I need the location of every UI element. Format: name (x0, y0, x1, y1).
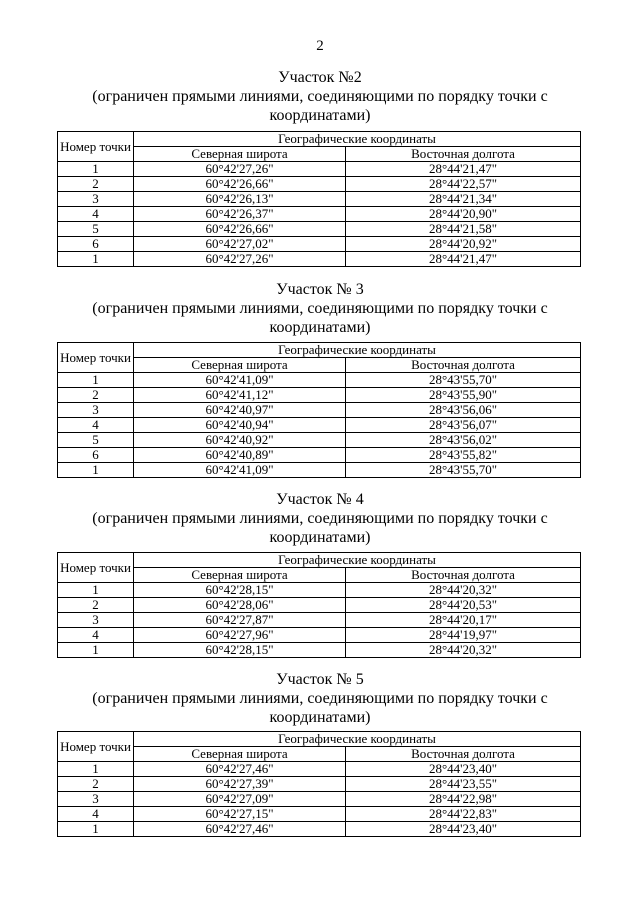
point-number-cell: 3 (58, 792, 134, 807)
longitude-cell: 28°44'20,32" (346, 643, 581, 658)
header-point-number: Номер точки (58, 132, 134, 162)
header-geo-coordinates: Географические координаты (134, 732, 581, 747)
latitude-cell: 60°42'28,15" (134, 583, 346, 598)
table-row (58, 388, 581, 403)
header-east-longitude: Восточная долгота (346, 358, 581, 373)
point-number-cell: 4 (58, 418, 134, 433)
point-number-cell: 3 (58, 613, 134, 628)
table-row (58, 177, 581, 192)
point-number-cell: 1 (58, 583, 134, 598)
section-title: Участок № 4 (276, 491, 364, 508)
table-row (58, 373, 581, 388)
point-number-cell: 5 (58, 433, 134, 448)
point-number-cell: 1 (58, 162, 134, 177)
coordinates-table (57, 731, 581, 837)
longitude-cell: 28°44'21,47" (346, 252, 581, 267)
latitude-cell: 60°42'41,09" (134, 373, 346, 388)
header-point-number: Номер точки (58, 732, 134, 762)
table-row (58, 463, 581, 478)
point-number-cell: 3 (58, 403, 134, 418)
longitude-cell: 28°44'21,34" (346, 192, 581, 207)
section-plot-2 (0, 68, 640, 125)
header-north-latitude: Северная широта (134, 747, 346, 762)
header-north-latitude: Северная широта (134, 147, 346, 162)
table-row (58, 643, 581, 658)
table-row (58, 222, 581, 237)
table-row (58, 792, 581, 807)
table-row (58, 162, 581, 177)
section-subtitle: (ограничен прямыми линиями, соединяющими по порядку точки с координатами) (92, 510, 548, 546)
table-row (58, 207, 581, 222)
latitude-cell: 60°42'27,87" (134, 613, 346, 628)
header-geo-coordinates: Географические координаты (134, 553, 581, 568)
longitude-cell: 28°44'21,58" (346, 222, 581, 237)
header-east-longitude: Восточная долгота (346, 147, 581, 162)
longitude-cell: 28°44'20,90" (346, 207, 581, 222)
table-row (58, 777, 581, 792)
longitude-cell: 28°44'20,92" (346, 237, 581, 252)
table-row (58, 237, 581, 252)
header-geo-coordinates: Географические координаты (134, 343, 581, 358)
latitude-cell: 60°42'27,26" (134, 252, 346, 267)
latitude-cell: 60°42'27,15" (134, 807, 346, 822)
table-row (58, 192, 581, 207)
page-number: 2 (316, 38, 324, 54)
table-row (58, 628, 581, 643)
longitude-cell: 28°43'55,70" (346, 463, 581, 478)
table-row (58, 418, 581, 433)
header-east-longitude: Восточная долгота (346, 747, 581, 762)
section-title: Участок № 3 (276, 281, 364, 298)
longitude-cell: 28°44'20,53" (346, 598, 581, 613)
table-row (58, 403, 581, 418)
point-number-cell: 1 (58, 252, 134, 267)
longitude-cell: 28°44'22,57" (346, 177, 581, 192)
latitude-cell: 60°42'26,66" (134, 177, 346, 192)
point-number-cell: 1 (58, 643, 134, 658)
longitude-cell: 28°44'22,83" (346, 807, 581, 822)
longitude-cell: 28°43'56,06" (346, 403, 581, 418)
point-number-cell: 1 (58, 822, 134, 837)
point-number-cell: 6 (58, 448, 134, 463)
table-row (58, 583, 581, 598)
point-number-cell: 1 (58, 762, 134, 777)
table-row (58, 433, 581, 448)
point-number-cell: 1 (58, 373, 134, 388)
point-number-cell: 2 (58, 777, 134, 792)
longitude-cell: 28°44'22,98" (346, 792, 581, 807)
section-subtitle: (ограничен прямыми линиями, соединяющими по порядку точки с координатами) (92, 690, 548, 726)
table-row (58, 448, 581, 463)
point-number-cell: 1 (58, 463, 134, 478)
longitude-cell: 28°44'23,55" (346, 777, 581, 792)
coordinates-table (57, 342, 581, 478)
latitude-cell: 60°42'27,09" (134, 792, 346, 807)
header-north-latitude: Северная широта (134, 358, 346, 373)
coordinates-table (57, 552, 581, 658)
longitude-cell: 28°44'19,97" (346, 628, 581, 643)
table-row (58, 822, 581, 837)
latitude-cell: 60°42'26,37" (134, 207, 346, 222)
header-point-number: Номер точки (58, 343, 134, 373)
longitude-cell: 28°43'56,02" (346, 433, 581, 448)
section-title: Участок № 5 (276, 671, 364, 688)
latitude-cell: 60°42'40,97" (134, 403, 346, 418)
latitude-cell: 60°42'40,94" (134, 418, 346, 433)
section-subtitle: (ограничен прямыми линиями, соединяющими по порядку точки с координатами) (92, 88, 548, 124)
latitude-cell: 60°42'27,46" (134, 762, 346, 777)
latitude-cell: 60°42'40,92" (134, 433, 346, 448)
point-number-cell: 6 (58, 237, 134, 252)
point-number-cell: 5 (58, 222, 134, 237)
point-number-cell: 3 (58, 192, 134, 207)
latitude-cell: 60°42'27,46" (134, 822, 346, 837)
longitude-cell: 28°44'23,40" (346, 822, 581, 837)
table-row (58, 252, 581, 267)
point-number-cell: 2 (58, 598, 134, 613)
latitude-cell: 60°42'26,66" (134, 222, 346, 237)
section-plot-3 (0, 280, 640, 337)
point-number-cell: 2 (58, 388, 134, 403)
longitude-cell: 28°43'55,70" (346, 373, 581, 388)
longitude-cell: 28°43'56,07" (346, 418, 581, 433)
longitude-cell: 28°44'21,47" (346, 162, 581, 177)
latitude-cell: 60°42'27,39" (134, 777, 346, 792)
table-row (58, 807, 581, 822)
header-east-longitude: Восточная долгота (346, 568, 581, 583)
longitude-cell: 28°44'20,32" (346, 583, 581, 598)
section-plot-5 (0, 670, 640, 727)
header-north-latitude: Северная широта (134, 568, 346, 583)
latitude-cell: 60°42'27,26" (134, 162, 346, 177)
longitude-cell: 28°44'23,40" (346, 762, 581, 777)
section-subtitle: (ограничен прямыми линиями, соединяющими по порядку точки с координатами) (92, 300, 548, 336)
coordinates-table (57, 131, 581, 267)
latitude-cell: 60°42'41,09" (134, 463, 346, 478)
latitude-cell: 60°42'27,02" (134, 237, 346, 252)
section-title: Участок №2 (278, 69, 362, 86)
table-row (58, 762, 581, 777)
longitude-cell: 28°43'55,90" (346, 388, 581, 403)
latitude-cell: 60°42'40,89" (134, 448, 346, 463)
latitude-cell: 60°42'28,15" (134, 643, 346, 658)
table-row (58, 598, 581, 613)
latitude-cell: 60°42'41,12" (134, 388, 346, 403)
latitude-cell: 60°42'26,13" (134, 192, 346, 207)
section-plot-4 (0, 490, 640, 547)
table-row (58, 613, 581, 628)
point-number-cell: 2 (58, 177, 134, 192)
point-number-cell: 4 (58, 207, 134, 222)
point-number-cell: 4 (58, 807, 134, 822)
latitude-cell: 60°42'27,96" (134, 628, 346, 643)
header-point-number: Номер точки (58, 553, 134, 583)
header-geo-coordinates: Географические координаты (134, 132, 581, 147)
point-number-cell: 4 (58, 628, 134, 643)
longitude-cell: 28°43'55,82" (346, 448, 581, 463)
longitude-cell: 28°44'20,17" (346, 613, 581, 628)
latitude-cell: 60°42'28,06" (134, 598, 346, 613)
